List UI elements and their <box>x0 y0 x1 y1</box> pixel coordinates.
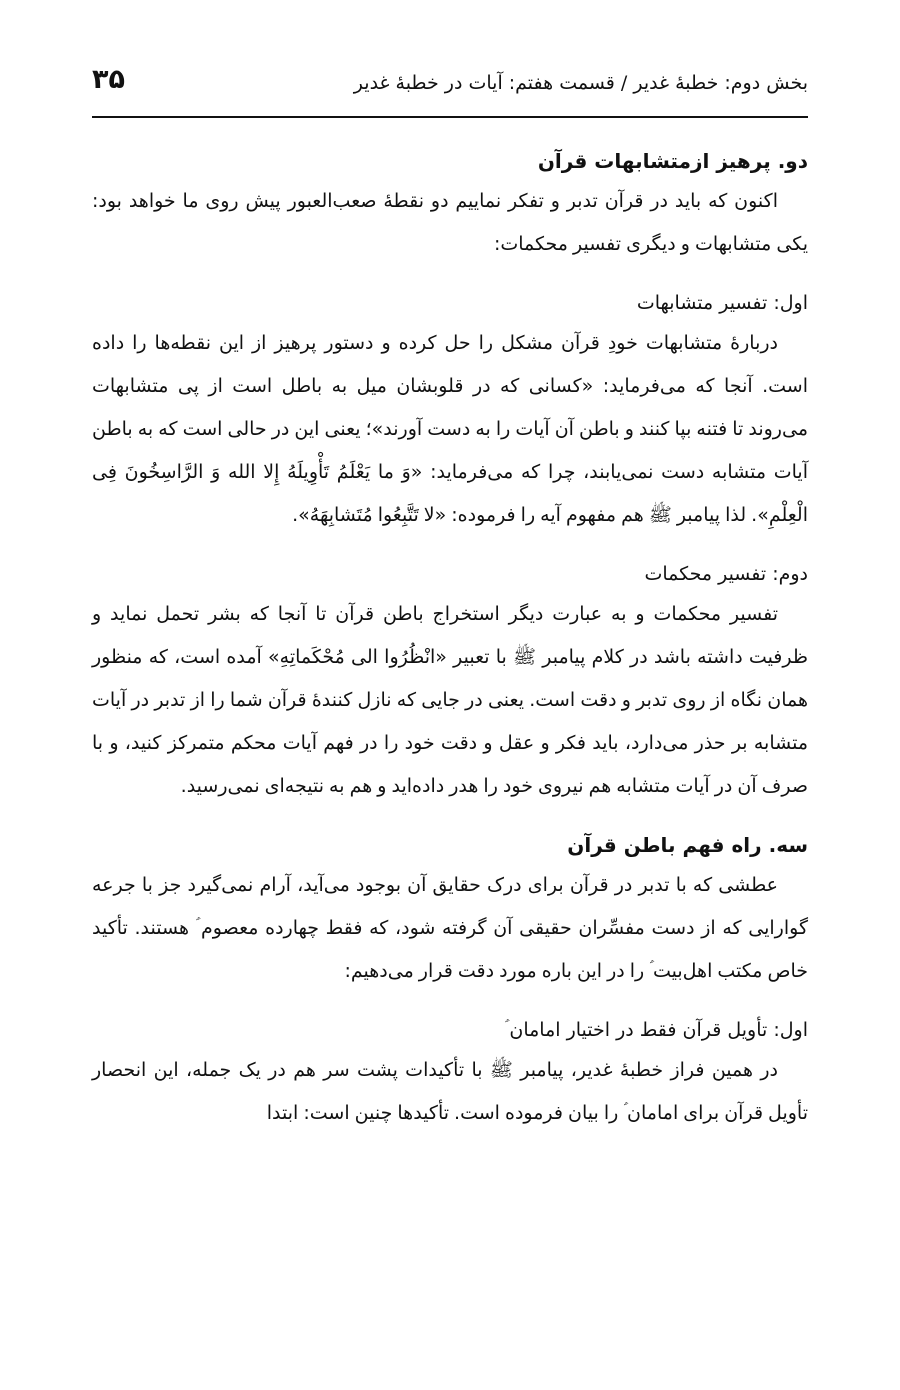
muhkamat-paragraph: تفسیر محکمات و به عبارت دیگر استخراج باطن قرآن تا آنجا که بشر تحمل نماید و ظرفیت داشته باشد در کلام پیامبر ﷺ با تعبیر «انْظُرُوا الی مُحْکَماتِهِ» آمده است، که منظور همان نگاه از روی تدبر و دقت است. یعنی در جایی که نازل کنندهٔ قرآن شما را از تدبر در آیات متشابه بر حذر می‌دارد، باید فکر و عقل و دقت خود را در فهم آیات محکم متمرکز کنید، و با صرف آن در آیات متشابه هم نیروی خود را هدر داده‌اید و هم به نتیجه‌ای نمی‌رسید. <box>92 603 808 797</box>
subsection-tawil-heading: اول: تأویل قرآن فقط در اختیار امامان ؑ <box>504 1019 808 1041</box>
subsection-muhkamat-heading: دوم: تفسیر محکمات <box>644 563 808 585</box>
section-two-intro: اکنون که باید در قرآن تدبر و تفکر نماییم دو نقطهٔ صعب‌العبور پیش روی ما خواهد بود: یکی متشابهات و دیگری تفسیر محکمات: <box>92 190 808 255</box>
mutashabihat-paragraph: دربارهٔ متشابهات خودِ قرآن مشکل را حل کرده و دستور پرهیز از این نقطه‌ها را داده است. آنجا که می‌فرماید: «کسانی که در قلوبشان میل به باطل است از پی متشابهات می‌روند تا فتنه بپا کنند و باطن آن آیات را به دست آورند»؛ یعنی این در حالی است که به باطن آیات متشابه دست نمی‌یابند، چرا که می‌فرماید: «وَ ما یَعْلَمُ تَأْوِیلَهُ إِلا الله وَ الرَّاسِخُونَ فِی الْعِلْمِ». لذا پیامبر ﷺ هم مفهوم آیه را فرموده: «لا تَتَّبِعُوا مُتَشابِهَهُ». <box>92 332 808 526</box>
page-header <box>92 0 808 118</box>
page-content <box>92 118 808 1135</box>
tawil-paragraph: در همین فراز خطبهٔ غدیر، پیامبر ﷺ با تأکیدات پشت سر هم در یک جمله، این انحصار تأویل قرآن برای امامان ؑ را بیان فرموده است. تأکیدها چنین است: ابتدا <box>92 1059 808 1124</box>
section-three-intro: عطشی که با تدبر در قرآن برای درک حقایق آن بوجود می‌آید، آرام نمی‌گیرد جز با جرعه گوارایی که از دست مفسِّران حقیقی آن گرفته شود، که فقط چهارده معصوم ؑ هستند. تأکید خاص مکتب اهل‌بیت ؑ را در این باره مورد دقت قرار می‌دهیم: <box>92 874 808 982</box>
running-title: بخش دوم: خطبهٔ غدیر / قسمت هفتم: آیات در خطبهٔ غدیر <box>353 72 808 94</box>
subsection-mutashabihat-heading: اول: تفسیر متشابهات <box>636 292 808 314</box>
section-three-heading: سه. راه فهم باطن قرآن <box>567 833 808 857</box>
page-number: ۳۵ <box>92 64 125 95</box>
section-two-heading: دو. پرهیز ازمتشابهات قرآن <box>537 149 808 173</box>
